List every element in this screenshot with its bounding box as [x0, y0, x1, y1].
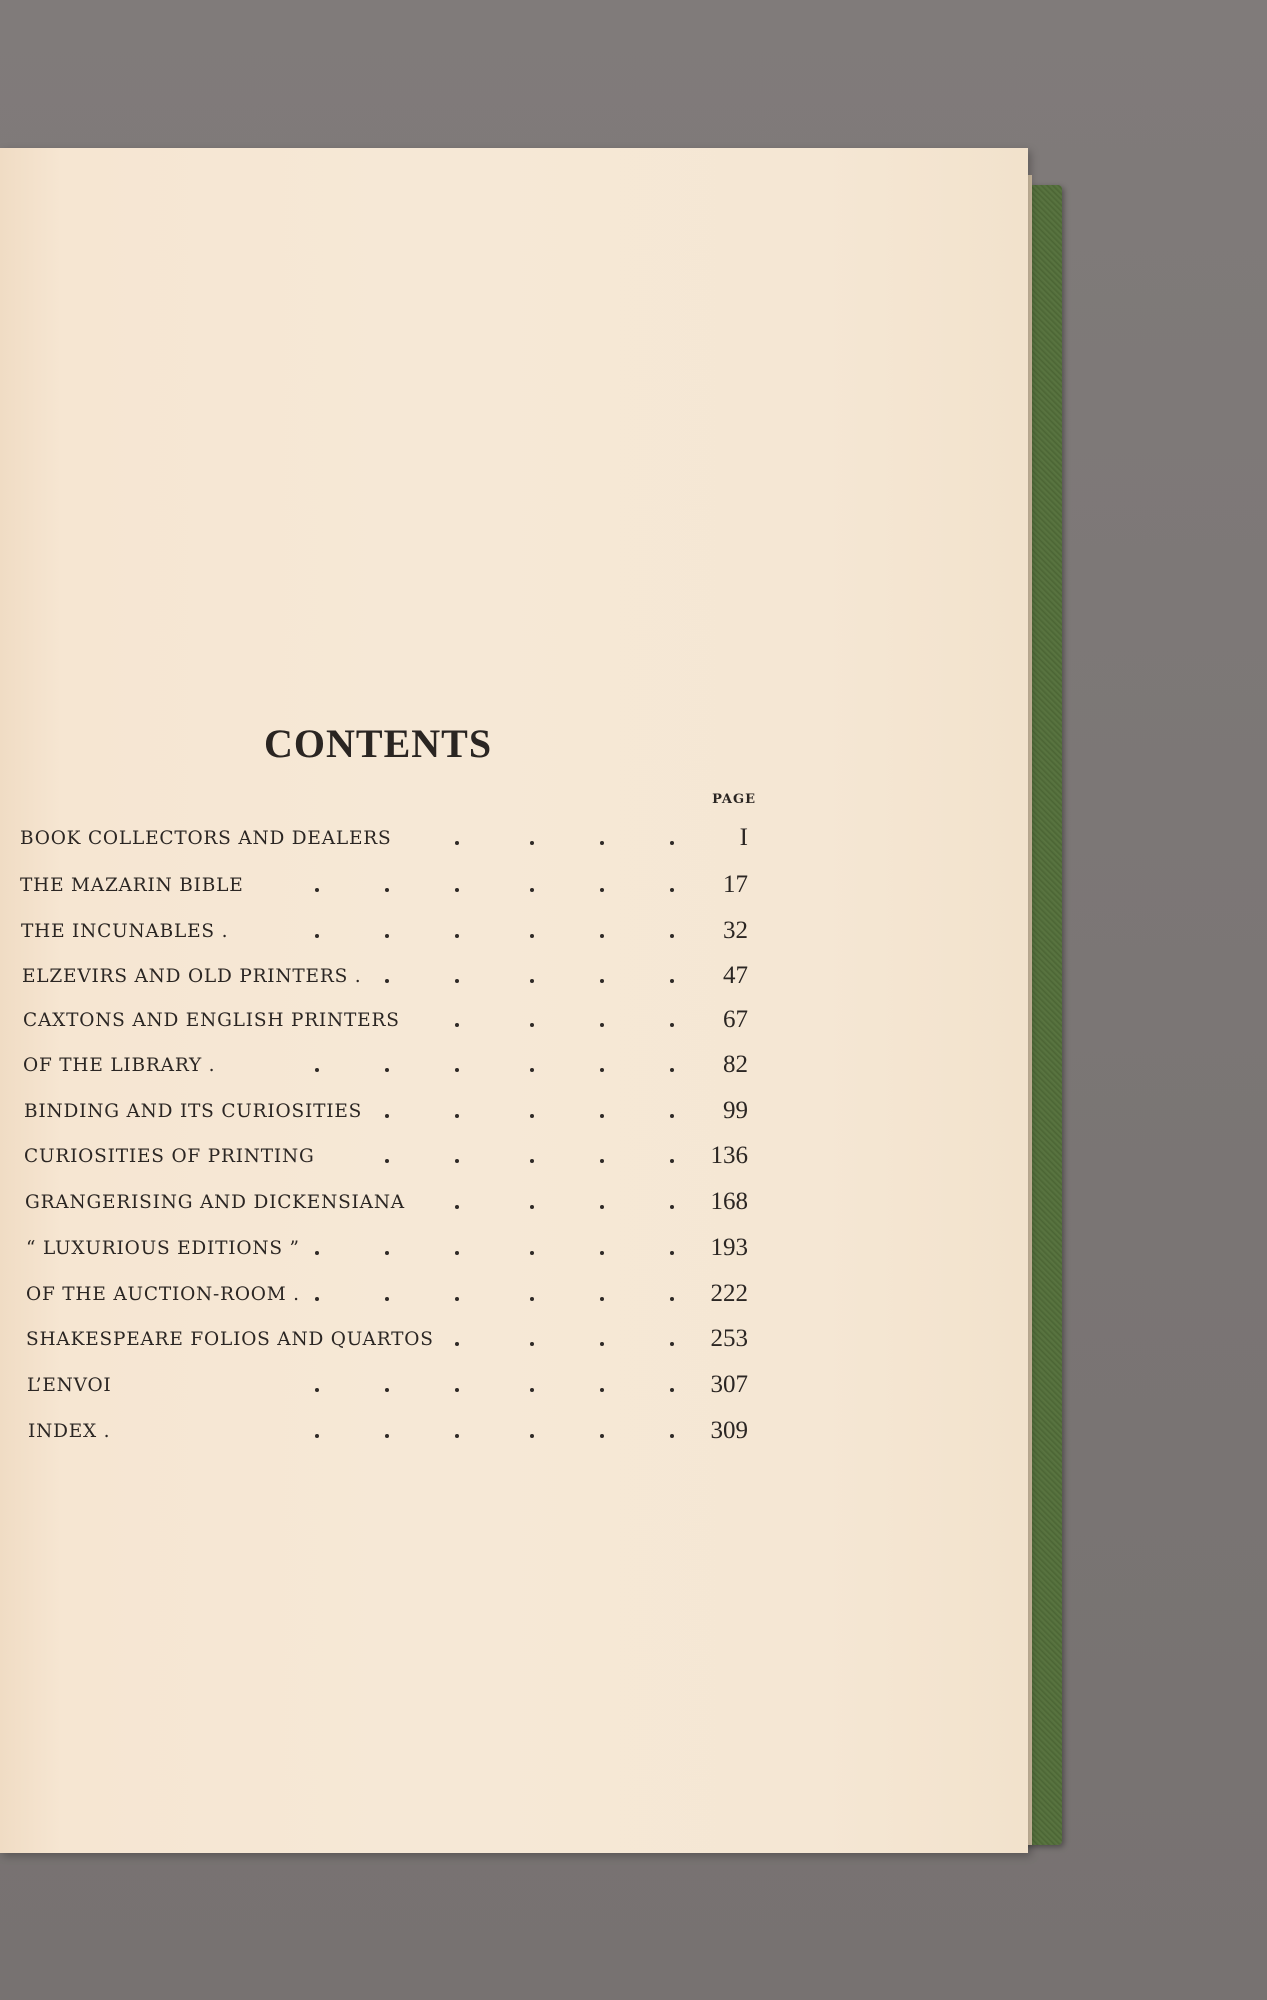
leader-dot [600, 841, 604, 845]
leader-dot [455, 1023, 459, 1027]
toc-entry [26, 1234, 748, 1268]
leader-dot [385, 1297, 389, 1301]
toc-entry [24, 1142, 748, 1176]
toc-entry [26, 1325, 748, 1359]
toc-entry-title: THE MAZARIN BIBLE [20, 875, 244, 896]
toc-entry-title: ELZEVIRS AND OLD PRINTERS . [22, 966, 362, 987]
leader-dot [385, 1159, 389, 1163]
toc-entry-page-number: 17 [723, 871, 748, 898]
leader-dot [315, 1068, 319, 1072]
leader-dot [315, 1434, 319, 1438]
leader-dot [600, 1434, 604, 1438]
toc-entry-page-number: 309 [710, 1417, 748, 1444]
leader-dot [670, 979, 674, 983]
leader-dot [455, 841, 459, 845]
leader-dot [530, 1251, 534, 1255]
leader-dot [455, 1114, 459, 1118]
leader-dot [600, 979, 604, 983]
leader-dot [455, 1159, 459, 1163]
toc-entry-page-number: 99 [723, 1097, 748, 1124]
toc-entry-title: BOOK COLLECTORS AND DEALERS [20, 828, 392, 849]
leader-dot [530, 888, 534, 892]
leader-dot [670, 1114, 674, 1118]
leader-dot [670, 934, 674, 938]
leader-dot [670, 1205, 674, 1209]
leader-dot [315, 1388, 319, 1392]
leader-dot [600, 1388, 604, 1392]
leader-dot [600, 1205, 604, 1209]
leader-dot [600, 1297, 604, 1301]
leader-dot [530, 1159, 534, 1163]
leader-dot [530, 979, 534, 983]
leader-dot [600, 1342, 604, 1346]
toc-entry-title: CAXTONS AND ENGLISH PRINTERS [23, 1010, 400, 1031]
toc-entry [25, 1188, 748, 1222]
leader-dot [455, 934, 459, 938]
toc-entry-page-number: 222 [710, 1280, 748, 1307]
leader-dot [455, 1068, 459, 1072]
leader-dot [385, 1114, 389, 1118]
leader-dot [600, 1251, 604, 1255]
toc-entry-title: OF THE LIBRARY . [23, 1055, 216, 1076]
toc-entry-title: OF THE AUCTION-ROOM . [26, 1284, 300, 1305]
leader-dot [385, 1251, 389, 1255]
leader-dot [455, 1251, 459, 1255]
leader-dot [670, 1434, 674, 1438]
leader-dot [600, 888, 604, 892]
leader-dot [600, 1068, 604, 1072]
leader-dot [530, 1297, 534, 1301]
leader-dot [670, 1297, 674, 1301]
leader-dot [530, 1388, 534, 1392]
toc-entry-title: BINDING AND ITS CURIOSITIES [24, 1101, 363, 1122]
leader-dot [455, 1388, 459, 1392]
page-column-header: PAGE [712, 792, 756, 807]
leader-dot [385, 979, 389, 983]
toc-entry [20, 824, 748, 858]
leader-dot [530, 934, 534, 938]
leader-dot [670, 1068, 674, 1072]
toc-entry [26, 1280, 748, 1314]
toc-entry-page-number: 253 [710, 1325, 748, 1352]
toc-entry-title: INDEX . [28, 1421, 111, 1442]
toc-entry [21, 917, 748, 951]
toc-entry [22, 962, 748, 996]
leader-dot [455, 979, 459, 983]
toc-entry [23, 1006, 748, 1040]
leader-dot [455, 1297, 459, 1301]
toc-entry [24, 1097, 748, 1131]
leader-dot [385, 888, 389, 892]
leader-dot [530, 1434, 534, 1438]
toc-entry-title: “ LUXURIOUS EDITIONS ” [26, 1238, 300, 1259]
leader-dot [315, 888, 319, 892]
book-page [0, 148, 1028, 1853]
toc-entry-title: L’ENVOI [27, 1375, 112, 1396]
page-title: CONTENTS [264, 721, 493, 766]
leader-dot [670, 1159, 674, 1163]
leader-dot [315, 1251, 319, 1255]
leader-dot [530, 1205, 534, 1209]
toc-entry-title: SHAKESPEARE FOLIOS AND QUARTOS [26, 1329, 434, 1350]
leader-dot [600, 1159, 604, 1163]
leader-dot [670, 888, 674, 892]
leader-dot [600, 1023, 604, 1027]
leader-dot [530, 1342, 534, 1346]
leader-dot [670, 1342, 674, 1346]
toc-entry-page-number: 47 [723, 962, 748, 989]
toc-entry [20, 871, 748, 905]
leader-dot [455, 1205, 459, 1209]
leader-dot [670, 1251, 674, 1255]
toc-entry-page-number: 307 [710, 1371, 748, 1398]
leader-dot [385, 1434, 389, 1438]
toc-entry-page-number: 136 [710, 1142, 748, 1169]
leader-dot [670, 1023, 674, 1027]
leader-dot [315, 1297, 319, 1301]
leader-dot [530, 841, 534, 845]
leader-dot [600, 934, 604, 938]
leader-dot [530, 1023, 534, 1027]
toc-entry-page-number: 67 [723, 1006, 748, 1033]
toc-entry-page-number: 82 [723, 1051, 748, 1078]
leader-dot [455, 1342, 459, 1346]
leader-dot [670, 841, 674, 845]
toc-entry-title: GRANGERISING AND DICKENSIANA [25, 1192, 405, 1213]
toc-entry-page-number: 193 [710, 1234, 748, 1261]
toc-entry-title: THE INCUNABLES . [21, 921, 229, 942]
table-of-contents [0, 148, 1028, 1853]
toc-entry-page-number: I [739, 824, 748, 851]
toc-entry [23, 1051, 748, 1085]
leader-dot [455, 1434, 459, 1438]
toc-entry-page-number: 168 [710, 1188, 748, 1215]
leader-dot [530, 1068, 534, 1072]
leader-dot [385, 934, 389, 938]
toc-entry [28, 1417, 748, 1451]
leader-dot [455, 888, 459, 892]
leader-dot [600, 1114, 604, 1118]
leader-dot [315, 934, 319, 938]
toc-entry-page-number: 32 [723, 917, 748, 944]
leader-dot [385, 1068, 389, 1072]
toc-entry [27, 1371, 748, 1405]
leader-dot [530, 1114, 534, 1118]
toc-entry-title: CURIOSITIES OF PRINTING [24, 1146, 315, 1167]
leader-dot [385, 1388, 389, 1392]
leader-dot [670, 1388, 674, 1392]
